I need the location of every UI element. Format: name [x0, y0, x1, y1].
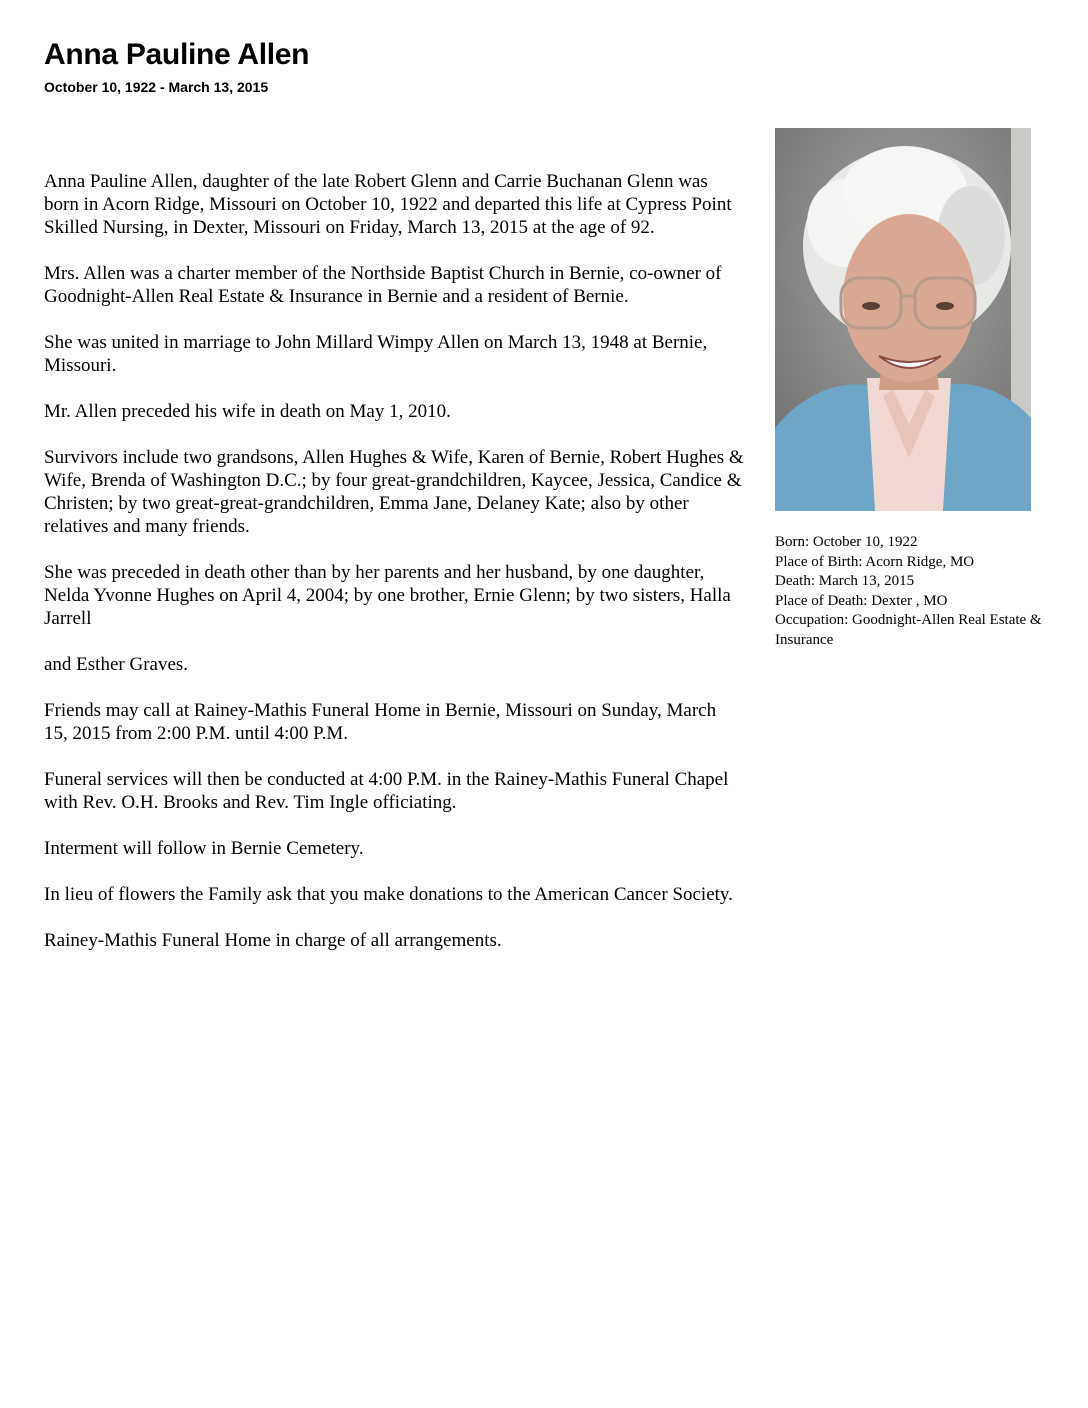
paragraph-arrangements: Rainey-Mathis Funeral Home in charge of all arrangements. [44, 930, 502, 951]
paragraph-church-business: Mrs. Allen was a charter member of the Northside Baptist Church in Bernie, co-owner of Goodnight-Allen Real Estate & Insurance in Bernie and a resident of Bernie. [44, 263, 722, 307]
paragraph-preceded-continued: and Esther Graves. [44, 654, 189, 675]
paragraph-funeral-services: Funeral services will then be conducted at 4:00 P.M. in the Rainey-Mathis Funeral Chapel with Rev. O.H. Brooks and Rev. Tim Ingle officiating. [44, 769, 729, 813]
paragraph-preceded: She was preceded in death other than by her parents and her husband, by one daughter, Nelda Yvonne Hughes on April 4, 2004; by one brother, Ernie Glenn; by two sisters, Halla Jarrell [44, 562, 731, 629]
portrait-photo [775, 128, 1031, 511]
paragraph-spouse-death: Mr. Allen preceded his wife in death on May 1, 2010. [44, 401, 451, 422]
fact-occupation: Occupation: Goodnight-Allen Real Estate & Insurance [775, 612, 1042, 648]
fact-place-of-death: Place of Death: Dexter , MO [775, 592, 948, 609]
fact-born: Born: October 10, 1922 [775, 534, 918, 550]
paragraph-interment: Interment will follow in Bernie Cemetery. [44, 838, 364, 859]
page-title: Anna Pauline Allen [44, 38, 310, 71]
obituary-header [44, 36, 744, 96]
vital-facts [775, 533, 1045, 650]
paragraph-donations: In lieu of flowers the Family ask that you make donations to the American Cancer Society. [44, 884, 733, 905]
life-dates: October 10, 1922 - March 13, 2015 [44, 79, 269, 95]
paragraph-birth-death: Anna Pauline Allen, daughter of the late Robert Glenn and Carrie Buchanan Glenn was born in Acorn Ridge, Missouri on October 10, 1922 and departed this life at Cypress Point Skilled Nursing, in Dexter, Missouri on Friday, March 13, 2015 at the age of 92. [44, 171, 732, 238]
fact-death: Death: March 13, 2015 [775, 573, 915, 589]
obituary-body [44, 170, 744, 975]
paragraph-marriage: She was united in marriage to John Millard Wimpy Allen on March 13, 1948 at Bernie, Missouri. [44, 332, 708, 376]
fact-place-of-birth: Place of Birth: Acorn Ridge, MO [775, 553, 975, 570]
paragraph-visitation: Friends may call at Rainey-Mathis Funeral Home in Bernie, Missouri on Sunday, March 15, 2015 from 2:00 P.M. until 4:00 P.M. [44, 700, 717, 744]
paragraph-survivors: Survivors include two grandsons, Allen Hughes & Wife, Karen of Bernie, Robert Hughes & Wife, Brenda of Washington D.C.; by four great-grandchildren, Kaycee, Jessica, Candice & Christen; by two great-great-grandchildren, Emma Jane, Delaney Kate; also by other relatives and many friends. [44, 447, 744, 537]
